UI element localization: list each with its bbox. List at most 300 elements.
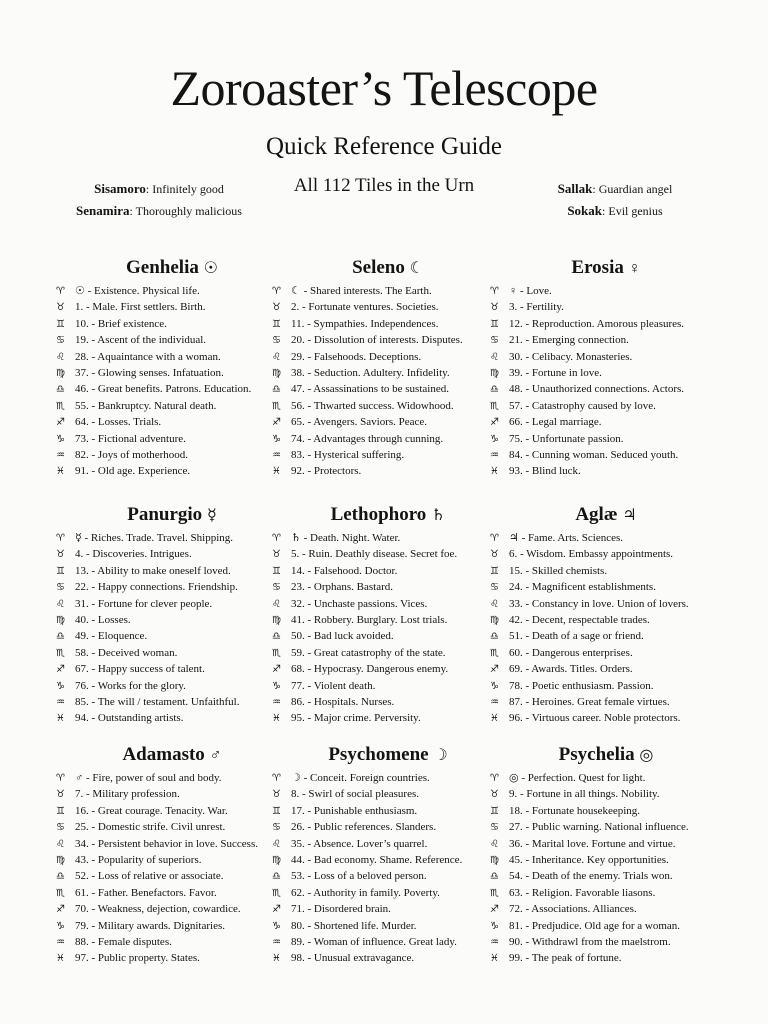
planet-symbol-icon: ♂	[209, 747, 222, 764]
zodiac-sign-icon: ♐	[56, 904, 65, 916]
group-name: Psychomene	[328, 744, 429, 765]
zodiac-sign-icon: ♋	[272, 335, 281, 347]
tile-entry	[272, 950, 504, 966]
tile-meaning: 14. - Falsehood. Doctor.	[291, 564, 398, 577]
tile-meaning: ♄ - Death. Night. Water.	[291, 532, 401, 544]
tile-list	[272, 530, 504, 727]
tile-entry	[490, 447, 722, 463]
tile-entry	[272, 901, 504, 917]
group-name: Adamasto	[122, 744, 205, 765]
tile-meaning: ♀ - Love.	[509, 285, 552, 297]
tile-entry	[490, 694, 722, 710]
tile-entry	[490, 546, 722, 562]
tile-meaning: 2. - Fortunate ventures. Societies.	[291, 301, 439, 314]
tile-entry	[490, 868, 722, 884]
tile-entry	[272, 316, 504, 332]
tile-entry	[56, 803, 288, 819]
tile-entry	[272, 332, 504, 348]
tile-meaning: 67. - Happy success of talent.	[75, 663, 205, 676]
zodiac-sign-icon: ♊	[490, 565, 499, 577]
tile-entry	[490, 836, 722, 852]
zodiac-sign-icon: ♑	[272, 680, 281, 692]
planet-symbol-icon: ☽	[433, 747, 448, 764]
tile-meaning: 70. - Weakness, dejection, cowardice.	[75, 903, 241, 916]
tile-entry	[272, 463, 504, 479]
tile-meaning: 8. - Swirl of social pleasures.	[291, 788, 419, 801]
tile-entry	[272, 645, 504, 661]
tile-entry	[56, 283, 288, 299]
zodiac-sign-icon: ♑	[490, 433, 499, 445]
zodiac-sign-icon: ♍	[56, 614, 65, 626]
zodiac-sign-icon: ♍	[56, 367, 65, 379]
tile-meaning: 97. - Public property. States.	[75, 952, 200, 965]
tile-meaning: ☉ - Existence. Physical life.	[75, 285, 200, 297]
tile-meaning: 48. - Unauthorized connections. Actors.	[509, 383, 685, 396]
zodiac-sign-icon: ♏	[490, 887, 499, 899]
tile-meaning: 65. - Avengers. Saviors. Peace.	[291, 416, 428, 429]
zodiac-sign-icon: ♊	[272, 805, 281, 817]
zodiac-sign-icon: ♎	[56, 384, 65, 396]
zodiac-sign-icon: ♋	[56, 582, 65, 594]
tile-meaning: 72. - Associations. Alliances.	[509, 903, 637, 916]
tile-entry	[490, 579, 722, 595]
definition-senamira: Senamira: Thoroughly malicious	[76, 203, 242, 218]
tile-list	[56, 530, 288, 727]
tile-list	[272, 283, 504, 480]
tile-entry	[272, 885, 504, 901]
zodiac-sign-icon: ♋	[490, 582, 499, 594]
tile-meaning: 78. - Poetic enthusiasm. Passion.	[509, 679, 654, 692]
tile-list	[490, 283, 722, 480]
zodiac-sign-icon: ♋	[490, 822, 499, 834]
tile-meaning: 99. - The peak of fortune.	[509, 952, 622, 965]
zodiac-sign-icon: ♒	[490, 696, 499, 708]
zodiac-sign-icon: ♊	[490, 805, 499, 817]
tile-entry	[490, 463, 722, 479]
zodiac-sign-icon: ♓	[56, 713, 65, 725]
zodiac-sign-icon: ♉	[490, 549, 499, 561]
tile-list	[490, 530, 722, 727]
tile-meaning: 22. - Happy connections. Friendship.	[75, 581, 238, 594]
tile-meaning: 89. - Woman of influence. Great lady.	[291, 935, 457, 948]
tile-entry	[272, 786, 504, 802]
zodiac-sign-icon: ♈	[272, 773, 281, 784]
tile-entry	[56, 579, 288, 595]
tile-group-aglæ	[490, 500, 722, 727]
tile-meaning: 62. - Authority in family. Poverty.	[291, 886, 440, 899]
tile-entry	[272, 694, 504, 710]
zodiac-sign-icon: ♑	[272, 433, 281, 445]
tile-entry	[56, 836, 288, 852]
zodiac-sign-icon: ♋	[56, 822, 65, 834]
tile-entry	[490, 431, 722, 447]
zodiac-sign-icon: ♓	[272, 953, 281, 965]
tile-entry	[272, 530, 504, 546]
tile-meaning: 88. - Female disputes.	[75, 935, 172, 948]
right-definitions	[520, 182, 710, 218]
tile-meaning: 45. - Inheritance. Key opportunities.	[509, 853, 669, 866]
zodiac-sign-icon: ♏	[272, 887, 281, 899]
tile-meaning: 11. - Sympathies. Independences.	[291, 317, 439, 330]
tile-meaning: 60. - Dangerous enterprises.	[509, 646, 633, 659]
group-heading	[56, 500, 288, 530]
zodiac-sign-icon: ♎	[56, 631, 65, 643]
tile-meaning: 75. - Unfortunate passion.	[509, 432, 624, 445]
tile-list	[56, 283, 288, 480]
group-name: Aglæ	[575, 504, 618, 525]
zodiac-sign-icon: ♉	[490, 302, 499, 314]
tile-entry	[56, 463, 288, 479]
tile-meaning: 27. - Public warning. National influence.	[509, 821, 689, 834]
zodiac-sign-icon: ♍	[490, 614, 499, 626]
zodiac-sign-icon: ♉	[490, 789, 499, 801]
tile-meaning: 21. - Emerging connection.	[509, 334, 629, 347]
group-name: Genhelia	[126, 257, 199, 278]
zodiac-sign-icon: ♒	[56, 936, 65, 948]
zodiac-sign-icon: ♌	[56, 598, 65, 610]
tile-entry	[272, 349, 504, 365]
zodiac-sign-icon: ♐	[490, 664, 499, 676]
zodiac-sign-icon: ♌	[56, 838, 65, 850]
tile-entry	[56, 819, 288, 835]
tile-group-genhelia	[56, 253, 288, 480]
tile-entry	[490, 819, 722, 835]
tile-meaning: 69. - Awards. Titles. Orders.	[509, 663, 633, 676]
tile-entry	[56, 596, 288, 612]
tile-meaning: 9. - Fortune in all things. Nobility.	[509, 788, 660, 801]
zodiac-sign-icon: ♌	[56, 351, 65, 363]
tile-entry	[490, 786, 722, 802]
tile-meaning: 73. - Fictional adventure.	[75, 432, 186, 445]
tile-meaning: 55. - Bankruptcy. Natural death.	[75, 399, 217, 412]
zodiac-sign-icon: ♒	[490, 936, 499, 948]
tile-meaning: 43. - Popularity of superiors.	[75, 853, 202, 866]
tile-meaning: 23. - Orphans. Bastard.	[291, 581, 394, 594]
group-name: Erosia	[571, 257, 624, 278]
tile-entry	[272, 563, 504, 579]
tile-meaning: 5. - Ruin. Deathly disease. Secret foe.	[291, 548, 458, 561]
zodiac-sign-icon: ♐	[272, 417, 281, 429]
tile-entry	[56, 349, 288, 365]
group-heading	[490, 500, 722, 530]
zodiac-sign-icon: ♈	[56, 773, 65, 784]
tile-meaning: 28. - Aquaintance with a woman.	[75, 350, 221, 363]
tile-entry	[56, 950, 288, 966]
tile-entry	[56, 868, 288, 884]
tile-meaning: ☽ - Conceit. Foreign countries.	[291, 772, 430, 784]
tile-meaning: 33. - Constancy in love. Union of lovers.	[509, 597, 689, 610]
zodiac-sign-icon: ♌	[490, 351, 499, 363]
tile-entry	[56, 628, 288, 644]
zodiac-sign-icon: ♉	[272, 549, 281, 561]
zodiac-sign-icon: ♒	[272, 936, 281, 948]
tile-entry	[490, 678, 722, 694]
tile-meaning: 40. - Losses.	[75, 613, 131, 626]
tile-meaning: 46. - Great benefits. Patrons. Education.	[75, 383, 252, 396]
zodiac-sign-icon: ♊	[56, 805, 65, 817]
tile-meaning: 37. - Glowing senses. Infatuation.	[75, 366, 224, 379]
tile-meaning: 74. - Advantages through cunning.	[291, 432, 444, 445]
tile-count-caption: All 112 Tiles in the Urn	[293, 175, 475, 196]
tile-meaning: ♂ - Fire, power of soul and body.	[75, 772, 222, 784]
tile-meaning: ☾ - Shared interests. The Earth.	[291, 285, 432, 297]
tile-meaning: 31. - Fortune for clever people.	[75, 597, 213, 610]
zodiac-sign-icon: ♎	[272, 871, 281, 883]
zodiac-sign-icon: ♈	[56, 533, 65, 544]
tile-meaning: 49. - Eloquence.	[75, 630, 148, 643]
group-heading	[490, 253, 722, 283]
tile-meaning: 29. - Falsehoods. Deceptions.	[291, 350, 422, 363]
zodiac-sign-icon: ♉	[272, 789, 281, 801]
tile-meaning: 98. - Unusual extravagance.	[291, 952, 415, 965]
tile-meaning: 32. - Unchaste passions. Vices.	[291, 597, 428, 610]
tile-entry	[272, 283, 504, 299]
tile-entry	[56, 612, 288, 628]
tile-entry	[490, 885, 722, 901]
tile-meaning: ☿ - Riches. Trade. Travel. Shipping.	[75, 532, 234, 544]
tile-meaning: 53. - Loss of a beloved person.	[291, 870, 427, 883]
tile-entry	[56, 852, 288, 868]
zodiac-sign-icon: ♏	[490, 647, 499, 659]
zodiac-sign-icon: ♌	[490, 598, 499, 610]
tile-entry	[56, 934, 288, 950]
tile-entry	[490, 852, 722, 868]
tile-entry	[490, 365, 722, 381]
tile-entry	[56, 381, 288, 397]
zodiac-sign-icon: ♐	[490, 417, 499, 429]
tile-entry	[56, 447, 288, 463]
tile-meaning: 83. - Hysterical suffering.	[291, 448, 405, 461]
tile-list	[56, 770, 288, 967]
zodiac-sign-icon: ♓	[56, 466, 65, 478]
tile-entry	[272, 678, 504, 694]
left-definitions	[64, 182, 254, 218]
tile-entry	[490, 918, 722, 934]
tile-entry	[490, 628, 722, 644]
tile-meaning: 52. - Loss of relative or associate.	[75, 870, 224, 883]
tile-meaning: 38. - Seduction. Adultery. Infidelity.	[291, 366, 450, 379]
zodiac-sign-icon: ♍	[490, 854, 499, 866]
tile-meaning: 42. - Decent, respectable trades.	[509, 613, 650, 626]
zodiac-sign-icon: ♒	[56, 696, 65, 708]
tile-entry	[272, 612, 504, 628]
tile-group-psychomene	[272, 740, 504, 967]
tile-entry	[272, 546, 504, 562]
tile-entry	[56, 786, 288, 802]
tile-meaning: ♃ - Fame. Arts. Sciences.	[509, 532, 624, 544]
tile-meaning: 91. - Old age. Experience.	[75, 465, 191, 478]
planet-symbol-icon: ♄	[431, 507, 446, 524]
tile-entry	[56, 530, 288, 546]
definition-sokak: Sokak: Evil genius	[567, 203, 663, 218]
group-heading	[272, 740, 504, 770]
zodiac-sign-icon: ♍	[272, 854, 281, 866]
tile-meaning: 13. - Ability to make oneself loved.	[75, 564, 231, 577]
zodiac-sign-icon: ♐	[56, 664, 65, 676]
zodiac-sign-icon: ♉	[272, 302, 281, 314]
tile-entry	[490, 934, 722, 950]
tile-meaning: 90. - Withdrawl from the maelstrom.	[509, 935, 671, 948]
zodiac-sign-icon: ♌	[272, 598, 281, 610]
tile-entry	[56, 563, 288, 579]
tile-entry	[272, 628, 504, 644]
zodiac-sign-icon: ♓	[56, 953, 65, 965]
tile-meaning: 56. - Thwarted success. Widowhood.	[291, 399, 454, 412]
zodiac-sign-icon: ♊	[272, 565, 281, 577]
zodiac-sign-icon: ♉	[56, 302, 65, 314]
zodiac-sign-icon: ♋	[272, 822, 281, 834]
zodiac-sign-icon: ♑	[490, 680, 499, 692]
tile-entry	[490, 710, 722, 726]
zodiac-sign-icon: ♈	[490, 533, 499, 544]
group-name: Lethophoro	[330, 504, 427, 525]
group-heading	[56, 253, 288, 283]
tile-group-lethophoro	[272, 500, 504, 727]
tile-entry	[272, 579, 504, 595]
tile-meaning: 25. - Domestic strife. Civil unrest.	[75, 821, 226, 834]
tile-entry	[272, 447, 504, 463]
tile-entry	[56, 645, 288, 661]
zodiac-sign-icon: ♉	[56, 549, 65, 561]
zodiac-sign-icon: ♍	[272, 367, 281, 379]
tile-meaning: 50. - Bad luck avoided.	[291, 630, 394, 643]
zodiac-sign-icon: ♈	[490, 773, 499, 784]
planet-symbol-icon: ♃	[622, 507, 637, 524]
tile-meaning: 10. - Brief existence.	[75, 317, 167, 330]
planet-symbol-icon: ☉	[203, 260, 218, 277]
tile-entry	[56, 661, 288, 677]
tile-meaning: 54. - Death of the enemy. Trials won.	[509, 870, 673, 883]
zodiac-sign-icon: ♓	[272, 713, 281, 725]
tile-entry	[490, 661, 722, 677]
tile-meaning: 66. - Legal marriage.	[509, 416, 602, 429]
tile-entry	[490, 563, 722, 579]
page-title: Zoroaster’s Telescope	[170, 60, 598, 116]
tile-meaning: 93. - Blind luck.	[509, 465, 581, 478]
group-name: Seleno	[352, 257, 405, 278]
zodiac-sign-icon: ♊	[56, 318, 65, 330]
group-name: Panurgio	[127, 504, 203, 525]
zodiac-sign-icon: ♈	[272, 286, 281, 297]
zodiac-sign-icon: ♏	[272, 400, 281, 412]
tile-entry	[56, 414, 288, 430]
tile-entry	[490, 283, 722, 299]
tile-entry	[272, 868, 504, 884]
tile-entry	[56, 710, 288, 726]
tile-meaning: 30. - Celibacy. Monasteries.	[509, 350, 633, 363]
tile-entry	[56, 316, 288, 332]
tile-entry	[56, 694, 288, 710]
tile-entry	[272, 414, 504, 430]
tile-group-erosia	[490, 253, 722, 480]
zodiac-sign-icon: ♓	[490, 466, 499, 478]
tile-meaning: 87. - Heroines. Great female virtues.	[509, 695, 670, 708]
zodiac-sign-icon: ♎	[490, 384, 499, 396]
tile-entry	[56, 678, 288, 694]
tile-entry	[490, 414, 722, 430]
tile-entry	[272, 398, 504, 414]
tile-entry	[490, 950, 722, 966]
zodiac-sign-icon: ♊	[56, 565, 65, 577]
tile-meaning: 57. - Catastrophy caused by love.	[509, 399, 656, 412]
tile-entry	[272, 934, 504, 950]
zodiac-sign-icon: ♍	[490, 367, 499, 379]
tile-meaning: 3. - Fertility.	[509, 301, 564, 314]
zodiac-sign-icon: ♑	[490, 920, 499, 932]
tile-entry	[272, 836, 504, 852]
tile-meaning: 63. - Religion. Favorable liasons.	[509, 886, 656, 899]
planet-symbol-icon: ☿	[206, 507, 217, 524]
page-subtitle: Quick Reference Guide	[266, 133, 502, 160]
tile-meaning: 19. - Ascent of the individual.	[75, 334, 207, 347]
zodiac-sign-icon: ♏	[56, 400, 65, 412]
tile-meaning: 16. - Great courage. Tenacity. War.	[75, 804, 228, 817]
tile-meaning: 92. - Protectors.	[291, 465, 362, 478]
tile-entry	[56, 365, 288, 381]
zodiac-sign-icon: ♑	[56, 920, 65, 932]
tile-entry	[56, 918, 288, 934]
tile-meaning: 44. - Bad economy. Shame. Reference.	[291, 853, 463, 866]
zodiac-sign-icon: ♓	[490, 713, 499, 725]
zodiac-sign-icon: ♏	[272, 647, 281, 659]
zodiac-sign-icon: ♎	[272, 631, 281, 643]
zodiac-sign-icon: ♏	[56, 887, 65, 899]
zodiac-sign-icon: ♈	[56, 286, 65, 297]
zodiac-sign-icon: ♒	[490, 449, 499, 461]
tile-entry	[56, 398, 288, 414]
tile-meaning: 68. - Hypocrasy. Dangerous enemy.	[291, 663, 449, 676]
tile-meaning: 12. - Reproduction. Amorous pleasures.	[509, 317, 685, 330]
planet-symbol-icon: ♀	[628, 260, 641, 277]
zodiac-sign-icon: ♈	[272, 533, 281, 544]
tile-entry	[56, 431, 288, 447]
group-name: Psychelia	[558, 744, 635, 765]
zodiac-sign-icon: ♑	[56, 433, 65, 445]
tile-meaning: 39. - Fortune in love.	[509, 366, 602, 379]
zodiac-sign-icon: ♒	[272, 696, 281, 708]
tile-entry	[56, 770, 288, 786]
tile-meaning: 85. - The will / testament. Unfaithful.	[75, 695, 240, 708]
planet-symbol-icon: ☾	[409, 260, 424, 277]
tile-entry	[490, 770, 722, 786]
tile-meaning: 95. - Major crime. Perversity.	[291, 712, 421, 725]
tile-meaning: 84. - Cunning woman. Seduced youth.	[509, 448, 679, 461]
zodiac-sign-icon: ♓	[490, 953, 499, 965]
tile-entry	[272, 299, 504, 315]
tile-entry	[490, 901, 722, 917]
tile-meaning: 36. - Marital love. Fortune and virtue.	[509, 837, 676, 850]
tile-meaning: 51. - Death of a sage or friend.	[509, 630, 644, 643]
group-heading	[490, 740, 722, 770]
tile-meaning: 41. - Robbery. Burglary. Lost trials.	[291, 613, 448, 626]
tile-entry	[272, 770, 504, 786]
tile-meaning: 71. - Disordered brain.	[291, 903, 391, 916]
tile-meaning: 82. - Joys of motherhood.	[75, 448, 189, 461]
tile-entry	[272, 803, 504, 819]
tile-entry	[272, 381, 504, 397]
tile-entry	[490, 316, 722, 332]
tile-group-psychelia	[490, 740, 722, 967]
zodiac-sign-icon: ♍	[56, 854, 65, 866]
tile-meaning: 77. - Violent death.	[291, 679, 376, 692]
tile-group-panurgio	[56, 500, 288, 727]
zodiac-sign-icon: ♍	[272, 614, 281, 626]
tile-group-adamasto	[56, 740, 288, 967]
tile-entry	[490, 332, 722, 348]
tile-list	[272, 770, 504, 967]
tile-meaning: 58. - Deceived woman.	[75, 646, 178, 659]
tile-meaning: 7. - Military profession.	[75, 788, 180, 801]
